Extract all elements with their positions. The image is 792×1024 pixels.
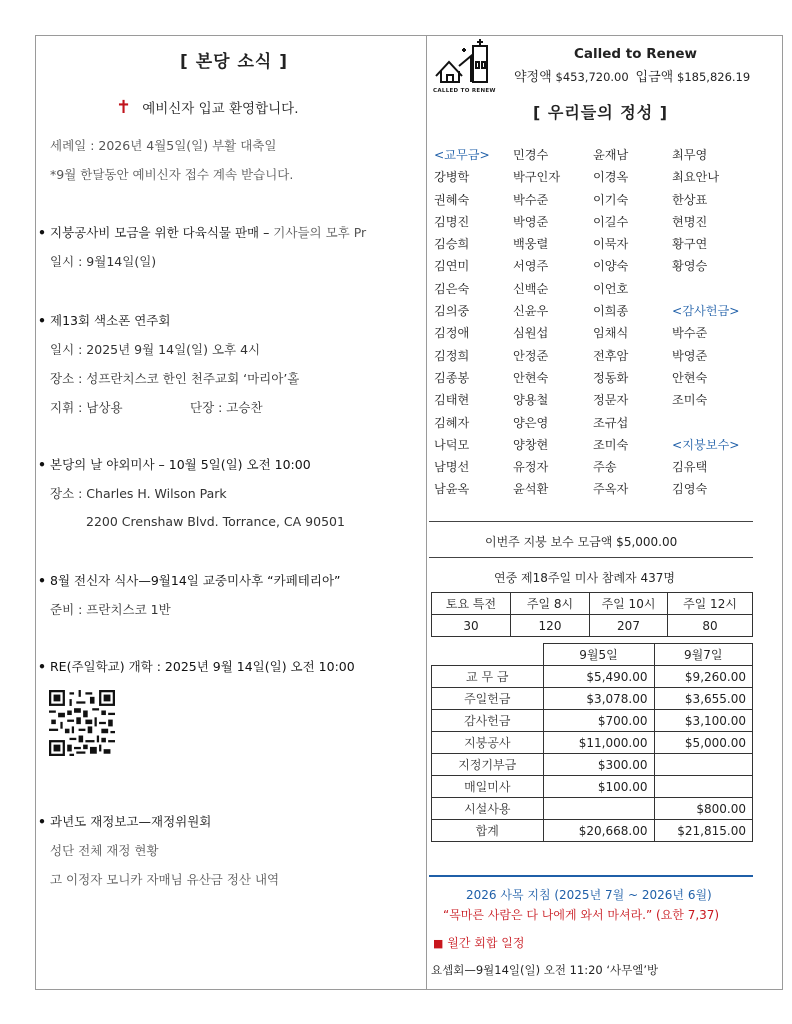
item-meal-title: • 8월 전신자 식사—9월14일 교중미사후 “카페테리아” (38, 571, 341, 589)
offering-amount-sep5: $11,000.00 (543, 732, 654, 754)
contributor-name: <지붕보수> (672, 437, 740, 452)
offering-label: 매일미사 (432, 776, 544, 798)
column-divider (426, 35, 427, 990)
contributor-name: 박수준 (513, 192, 549, 207)
names-column-1 (434, 146, 514, 503)
contributor-name: 김연미 (434, 259, 470, 274)
attendance-header-row (432, 593, 753, 615)
attendance-table (431, 592, 753, 637)
names-column-4 (672, 146, 752, 503)
attendance-line: 연중 제18주일 미사 참례자 437명 (494, 571, 675, 585)
offering-amount-sep7 (654, 754, 753, 776)
contributor-name: 주옥자 (593, 482, 629, 497)
attendance-header: 주일 12시 (668, 593, 753, 615)
section-rule (429, 521, 753, 522)
offering-amount-sep5: $5,490.00 (543, 666, 654, 688)
offering-amount-sep5: $700.00 (543, 710, 654, 732)
contributor-name: 남윤옥 (434, 482, 470, 497)
item-meal-prep: 준비 : 프란치스코 1반 (50, 602, 171, 617)
offering-amount-sep5 (543, 798, 654, 820)
contributor-name: 박영준 (513, 214, 549, 229)
attendance-value-row (432, 615, 753, 637)
offering-amount-sep5: $300.00 (543, 754, 654, 776)
item-saxophone-conductor: 지휘 : 남상용 (50, 400, 123, 415)
pledge-label: 약정액 (514, 70, 552, 85)
contributor-name: 안현숙 (513, 370, 549, 385)
contributor-name: 황영승 (672, 259, 708, 274)
called-to-renew-logo (433, 38, 495, 96)
contributor-name: 김은숙 (434, 281, 470, 296)
contributor-name: 김의중 (434, 304, 470, 319)
contributor-name: 황구연 (672, 237, 708, 252)
attendance-value: 207 (590, 615, 668, 637)
offering-row (432, 754, 753, 776)
offering-date: 9월7일 (654, 644, 753, 666)
baptism-note: *9월 한달동안 예비신자 접수 계속 받습니다. (50, 167, 294, 182)
contributor-name: 박영준 (672, 348, 708, 363)
contributor-name: 김정애 (434, 326, 470, 341)
contributions-title: [ 우리들의 정성 ] (533, 103, 669, 122)
offering-row (432, 820, 753, 842)
contributor-name: 심원섭 (513, 326, 549, 341)
offering-amount-sep7: $3,655.00 (654, 688, 753, 710)
monthly-meeting-line: 요셉회—9월14일(일) 오전 11:20 ‘사무엘’방 (431, 963, 659, 977)
offering-amount-sep5: $100.00 (543, 776, 654, 798)
contributor-name: 권혜숙 (434, 192, 470, 207)
contributor-name: 양창현 (513, 437, 549, 452)
offering-header-row (432, 644, 753, 666)
contributor-name: 박구인자 (513, 170, 561, 185)
item-parish-day-address: 2200 Crenshaw Blvd. Torrance, CA 90501 (86, 514, 345, 529)
contributor-name: 주송 (593, 460, 617, 475)
attendance-header: 주일 10시 (590, 593, 668, 615)
offering-amount-sep7 (654, 776, 753, 798)
campaign-title: Called to Renew (574, 46, 698, 62)
attendance-value: 120 (511, 615, 590, 637)
attendance-value: 30 (432, 615, 511, 637)
contributor-name: 최무영 (672, 148, 708, 162)
baptism-line: 세례일 : 2026년 4월5일(일) 부활 대축일 (50, 138, 277, 153)
campaign-amounts (514, 66, 750, 85)
pastoral-guideline: 2026 사목 지침 (2025년 7월 ~ 2026년 6월) (466, 888, 712, 902)
contributor-name: 유정자 (513, 460, 549, 475)
offering-row (432, 732, 753, 754)
item-saxophone-leader: 단장 : 고승찬 (190, 400, 263, 415)
qr-code-icon[interactable] (49, 690, 115, 756)
offering-date: 9월5일 (543, 644, 654, 666)
contributor-name: <감사헌금> (672, 304, 740, 319)
offering-row (432, 776, 753, 798)
item-saxophone-date: 일시 : 2025년 9월 14일(일) 오후 4시 (50, 342, 261, 357)
contributor-name: 조규섭 (593, 415, 629, 430)
contributor-name: 양용철 (513, 393, 549, 408)
contributor-name: 민경수 (513, 148, 549, 162)
blue-rule (429, 875, 753, 877)
offering-label: 감사헌금 (432, 710, 544, 732)
contributor-name: 안정준 (513, 348, 549, 363)
contributor-name: 김종봉 (434, 370, 470, 385)
contributor-name: 나덕모 (434, 437, 470, 452)
attendance-header: 주일 8시 (511, 593, 590, 615)
offering-row (432, 688, 753, 710)
contributor-name: 신윤우 (513, 304, 549, 319)
contributor-name (672, 414, 752, 436)
offering-row (432, 710, 753, 732)
contributor-name: 조미숙 (672, 393, 708, 408)
offering-label: 지정기부금 (432, 754, 544, 776)
offering-amount-sep5: $3,078.00 (543, 688, 654, 710)
contributor-name: 정동화 (593, 370, 629, 385)
offering-amount-sep7: $9,260.00 (654, 666, 753, 688)
contributor-name: 김승희 (434, 237, 470, 252)
contributor-name: 김태현 (434, 393, 470, 408)
church-icon (433, 38, 495, 84)
offering-amount-sep7: $21,815.00 (654, 820, 753, 842)
contributor-name: 김정희 (434, 348, 470, 363)
contributor-name: 박수준 (672, 326, 708, 341)
contributor-name: 백웅렬 (513, 237, 549, 252)
item-parish-day-title: • 본당의 날 야외미사 – 10월 5일(일) 오전 10:00 (38, 455, 311, 473)
item-succulent-date: 일시 : 9월14일(일) (50, 254, 157, 269)
item-parish-day-place: 장소 : Charles H. Wilson Park (50, 486, 227, 501)
received-amount: $185,826.19 (677, 70, 751, 84)
contributor-name: 이길수 (593, 214, 629, 229)
offering-label: 지붕공사 (432, 732, 544, 754)
section-rule (429, 557, 753, 558)
contributor-name: 이양숙 (593, 259, 629, 274)
item-succulent-sale (38, 223, 366, 241)
contributor-name: 조미숙 (593, 437, 629, 452)
item-succulent-title-gray: 기사들의 모후 Pr (273, 225, 367, 240)
left-title: [ 본당 소식 ] (180, 52, 288, 72)
offering-row (432, 666, 753, 688)
contributor-name: 이묵자 (593, 237, 629, 252)
contributor-name: 이언호 (593, 281, 629, 296)
monthly-meetings-title: 월간 회합 일정 (447, 936, 525, 950)
contributor-name: 이경옥 (593, 170, 629, 185)
item-saxophone-title: • 제13회 색소폰 연주회 (38, 311, 170, 329)
attendance-header: 토요 특전 (432, 593, 511, 615)
square-bullet-icon: ■ (433, 937, 444, 950)
contributor-name: 윤재남 (593, 148, 629, 162)
received-label: 입금액 (635, 70, 674, 85)
offering-row (432, 798, 753, 820)
contributor-name: 이희종 (593, 304, 629, 319)
offering-label: 교 무 금 (432, 666, 544, 688)
contributor-name: 윤석환 (513, 482, 549, 497)
contributor-name: 현명진 (672, 214, 708, 229)
offering-amount-sep7: $3,100.00 (654, 710, 753, 732)
contributor-name: 신백순 (513, 281, 549, 296)
attendance-value: 80 (668, 615, 753, 637)
offering-corner (432, 644, 544, 666)
offering-amount-sep7: $5,000.00 (654, 732, 753, 754)
offering-table (431, 643, 753, 842)
offering-label: 시설사용 (432, 798, 544, 820)
contributor-name: 김영숙 (672, 482, 708, 497)
names-column-2 (513, 146, 593, 503)
names-column-3 (593, 146, 673, 503)
offering-label: 주일헌금 (432, 688, 544, 710)
contributor-name: 전후암 (593, 348, 629, 363)
offering-amount-sep5: $20,668.00 (543, 820, 654, 842)
contributor-name: 김혜자 (434, 415, 470, 430)
logo-text: CALLED TO RENEW (433, 88, 496, 94)
offering-label: 합계 (432, 820, 544, 842)
item-finance-report-line2: 고 이정자 모니카 자매님 유산금 정산 내역 (50, 872, 280, 887)
monthly-meetings-heading (433, 934, 524, 951)
item-finance-report-line1: 성단 전체 재정 현황 (50, 843, 159, 858)
cross-icon: ✝ (116, 97, 132, 118)
contributor-name: 김유택 (672, 460, 708, 475)
contributor-name: 임채식 (593, 326, 629, 341)
contributor-name: <교무금> (434, 148, 490, 162)
item-finance-report-title: • 과년도 재정보고—재정위원회 (38, 812, 211, 830)
contributor-name: 이기숙 (593, 192, 629, 207)
contributor-name: 한상표 (672, 192, 708, 207)
contributor-name: 최요안나 (672, 170, 720, 185)
roof-fund-line: 이번주 지붕 보수 모금액 $5,000.00 (485, 535, 678, 549)
item-sunday-school-title: • RE(주일학교) 개학 : 2025년 9월 14일(일) 오전 10:00 (38, 657, 355, 675)
contributor-name: 정문자 (593, 393, 629, 408)
contributor-name: 강병학 (434, 170, 470, 185)
item-succulent-title: 지붕공사비 모금을 위한 다육식물 판매 – (50, 225, 274, 240)
offering-amount-sep7: $800.00 (654, 798, 753, 820)
contributor-name: 김명진 (434, 214, 470, 229)
scripture-quote: “목마른 사람은 다 나에게 와서 마셔라.” (요한 7,37) (443, 908, 720, 922)
contributor-name: 서영주 (513, 259, 549, 274)
welcome-line (116, 97, 299, 118)
item-saxophone-place: 장소 : 성프란치스코 한인 천주교회 ‘마리아’홀 (50, 371, 300, 386)
pledge-amount: $453,720.00 (555, 70, 629, 84)
contributor-name (672, 280, 752, 302)
contributor-name: 남명선 (434, 460, 470, 475)
welcome-text: 예비신자 입교 환영합니다. (142, 101, 299, 117)
contributor-name: 안현숙 (672, 370, 708, 385)
contributor-name: 양은영 (513, 415, 549, 430)
